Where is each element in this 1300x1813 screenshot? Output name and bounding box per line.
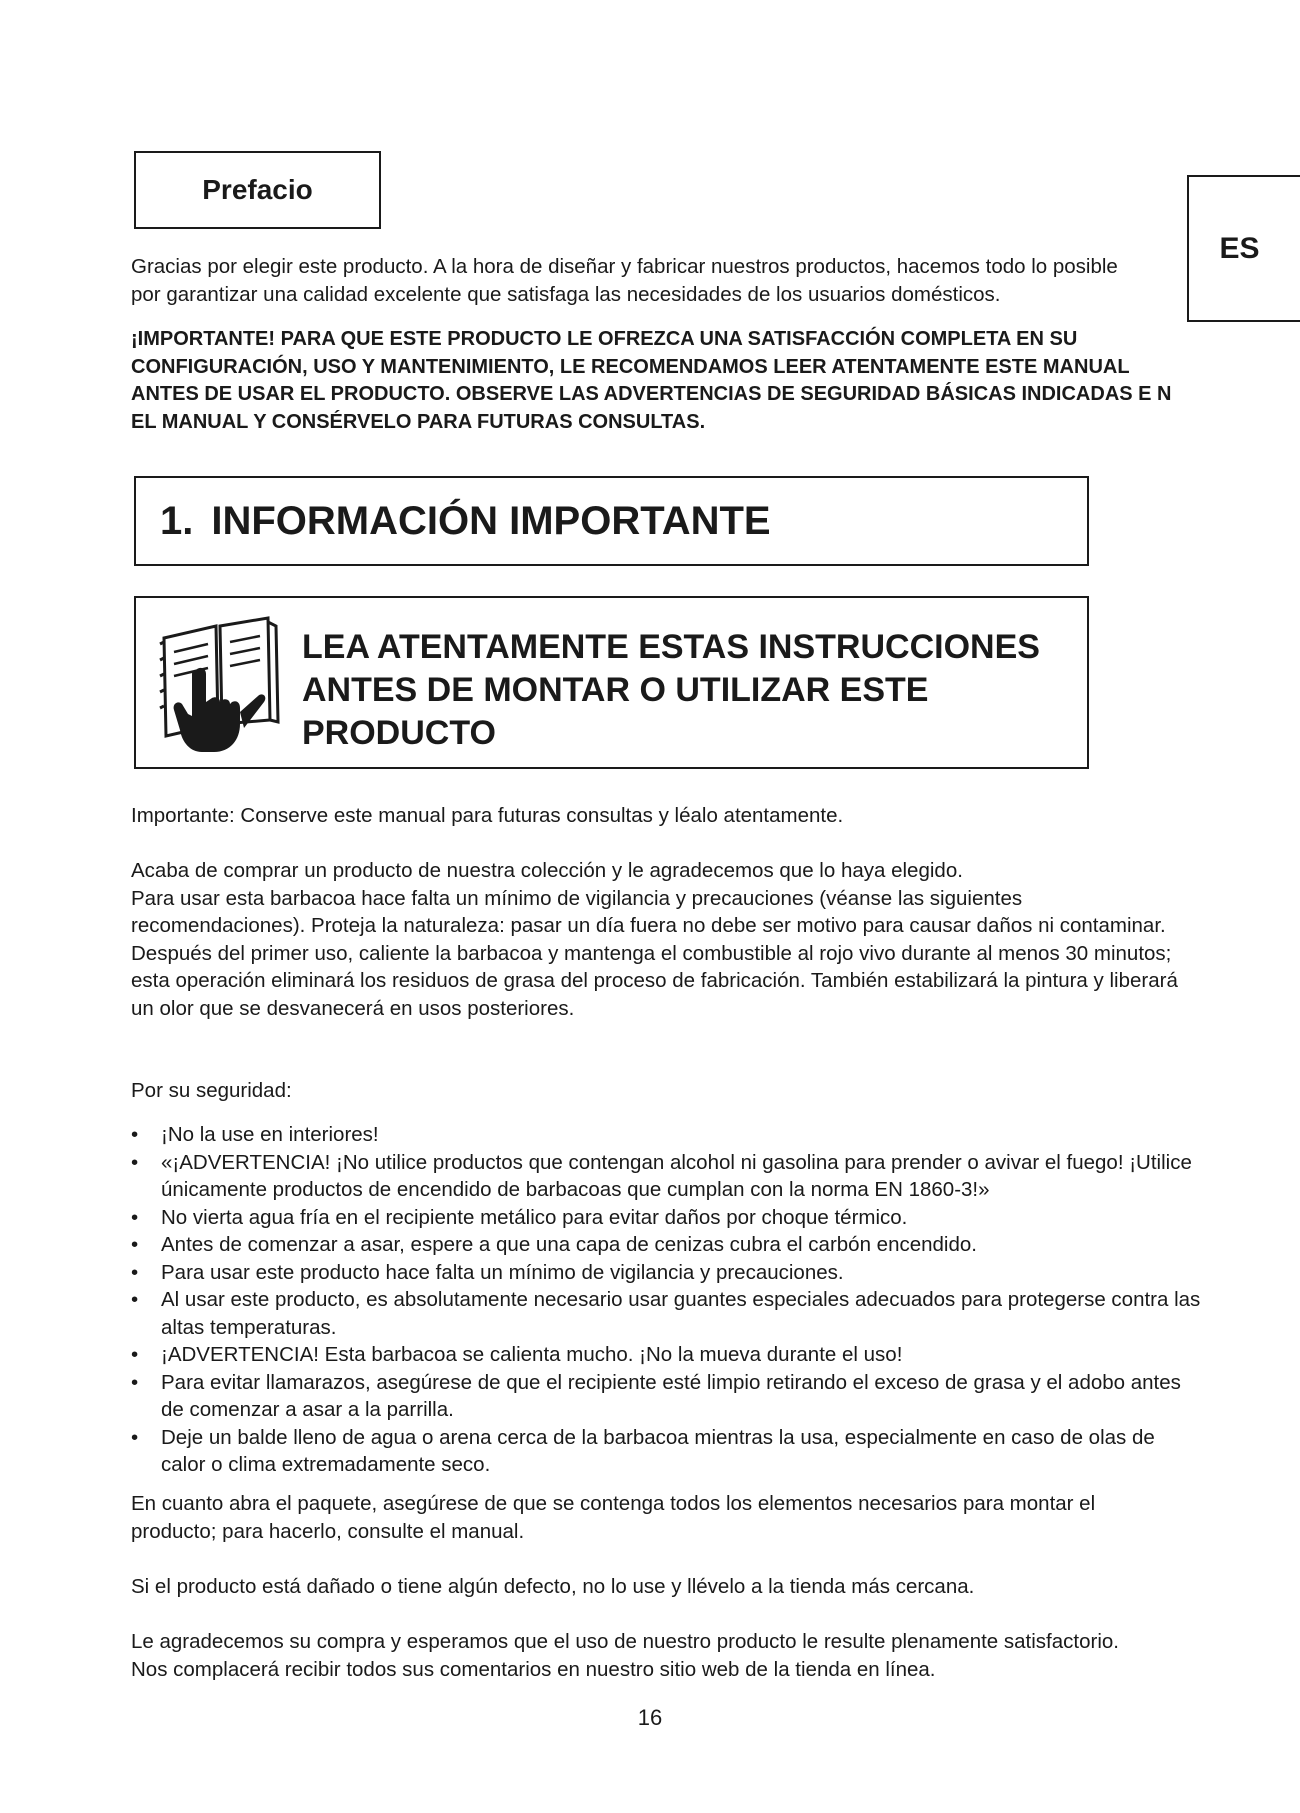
thanks-line-1: Le agradecemos su compra y esperamos que el uso de nuestro producto le resulte plenamente satisfactorio. — [131, 1630, 1119, 1653]
list-item-text: Para evitar llamarazos, asegúrese de que el recipiente esté limpio retirando el exceso de grasa y el adobo antes de comenzar a asar a la parrilla. — [161, 1370, 1181, 1421]
language-tab — [1187, 175, 1300, 322]
list-item-text: Deje un balde lleno de agua o arena cerca de la barbacoa mientras la usa, especialmente en caso de olas de calor o clima extremadamente seco. — [161, 1425, 1155, 1476]
language-label: ES — [1219, 231, 1260, 265]
list-item — [131, 1204, 1201, 1232]
page-number: 16 — [637, 1705, 663, 1730]
bullet-mark: • — [131, 1343, 139, 1366]
bullet-mark: • — [131, 1370, 139, 1394]
purchase-paragraph — [131, 857, 1181, 1022]
thanks-line-2: Nos complacerá recibir todos sus comentarios en nuestro sitio web de la tienda en línea. — [131, 1657, 936, 1681]
list-item-text: ¡ADVERTENCIA! Esta barbacoa se calienta mucho. ¡No la mueva durante el uso! — [161, 1343, 903, 1366]
manual-hand-icon — [156, 612, 286, 754]
read-instructions-warning — [134, 596, 1089, 769]
preface-heading-box — [134, 151, 381, 229]
safety-intro: Por su seguridad: — [131, 1079, 292, 1102]
safety-list — [131, 1121, 1201, 1479]
intro-paragraph: Gracias por elegir este producto. A la hora de diseñar y fabricar nuestros productos, hacemos todo lo posible por garantizar una calidad excelente que satisfaga las necesidades de los usuarios domésticos. — [131, 255, 1118, 306]
list-item — [131, 1369, 1201, 1424]
list-item — [131, 1341, 1201, 1369]
list-item-text: Antes de comenzar a asar, espere a que una capa de cenizas cubra el carbón encendido. — [161, 1233, 977, 1256]
package-paragraph: En cuanto abra el paquete, asegúrese de que se contenga todos los elementos necesarios para montar el producto; para hacerlo, consulte el manual. — [131, 1492, 1096, 1543]
section-title: INFORMACIÓN IMPORTANTE — [211, 498, 771, 543]
bullet-mark: • — [131, 1205, 139, 1229]
list-item-text: Al usar este producto, es absolutamente necesario usar guantes especiales adecuados para protegerse contra las altas temperaturas. — [161, 1288, 1201, 1339]
bullet-mark: • — [131, 1288, 139, 1311]
list-item-text: No vierta agua fría en el recipiente metálico para evitar daños por choque térmico. — [161, 1205, 908, 1229]
important-notice: ¡IMPORTANTE! PARA QUE ESTE PRODUCTO LE OFREZCA UNA SATISFACCIÓN COMPLETA EN SU CONFIGURACIÓN, USO Y MANTENIMIENTO, LE RECOMENDAMOS LEER ATENTAMENTE ESTE MANUAL ANTES DE USAR EL PRODUCTO. OBSERVE LAS ADVERTENCIAS DE SEGURIDAD BÁSICAS INDICADAS E N EL MANUAL Y CONSÉRVELO PARA FUTURAS CONSULTAS. — [131, 328, 1172, 433]
list-item-text: ¡No la use en interiores! — [161, 1123, 379, 1146]
preface-title: Prefacio — [202, 174, 313, 205]
bullet-mark: • — [131, 1150, 139, 1174]
list-item — [131, 1424, 1201, 1479]
bullet-mark: • — [131, 1425, 139, 1449]
warning-line-3: PRODUCTO — [302, 714, 496, 752]
list-item — [131, 1149, 1201, 1204]
warning-line-2: ANTES DE MONTAR O UTILIZAR ESTE — [302, 671, 929, 709]
list-item-text: «¡ADVERTENCIA! ¡No utilice productos que contengan alcohol ni gasolina para prender o avivar el fuego! ¡Utilice únicamente productos de encendido de barbacoas que cumplan con la norma EN 1860-3!» — [161, 1150, 1192, 1201]
list-item — [131, 1121, 1201, 1149]
damage-paragraph: Si el producto está dañado o tiene algún defecto, no lo use y llévelo a la tienda más cercana. — [131, 1575, 975, 1598]
list-item — [131, 1231, 1201, 1259]
bullet-mark: • — [131, 1233, 139, 1256]
thanks-paragraph — [131, 1628, 1231, 1683]
usage-text: Para usar esta barbacoa hace falta un mínimo de vigilancia y precauciones (véanse las siguientes recomendaciones). Proteja la naturaleza: pasar un día fuera no debe ser motivo para causar daños ni contaminar. Después del primer uso, caliente la barbacoa y mantenga el combustible al rojo vivo durante al menos 30 minutos; esta operación eliminará los residuos de grasa del proceso de fabricación. También estabilizará la pintura y liberará un olor que se desvanecerá en usos posteriores. — [131, 886, 1178, 1020]
list-item — [131, 1286, 1201, 1341]
list-item — [131, 1259, 1201, 1287]
bullet-mark: • — [131, 1123, 139, 1146]
conserve-paragraph: Importante: Conserve este manual para futuras consultas y léalo atentamente. — [131, 804, 844, 827]
section-number: 1. — [160, 498, 194, 543]
purchase-line: Acaba de comprar un producto de nuestra colección y le agradecemos que lo haya elegido. — [131, 859, 963, 882]
section-heading-box — [134, 476, 1089, 566]
warning-line-1: LEA ATENTAMENTE ESTAS INSTRUCCIONES — [302, 628, 1040, 666]
bullet-mark: • — [131, 1260, 139, 1284]
list-item-text: Para usar este producto hace falta un mínimo de vigilancia y precauciones. — [161, 1260, 844, 1284]
